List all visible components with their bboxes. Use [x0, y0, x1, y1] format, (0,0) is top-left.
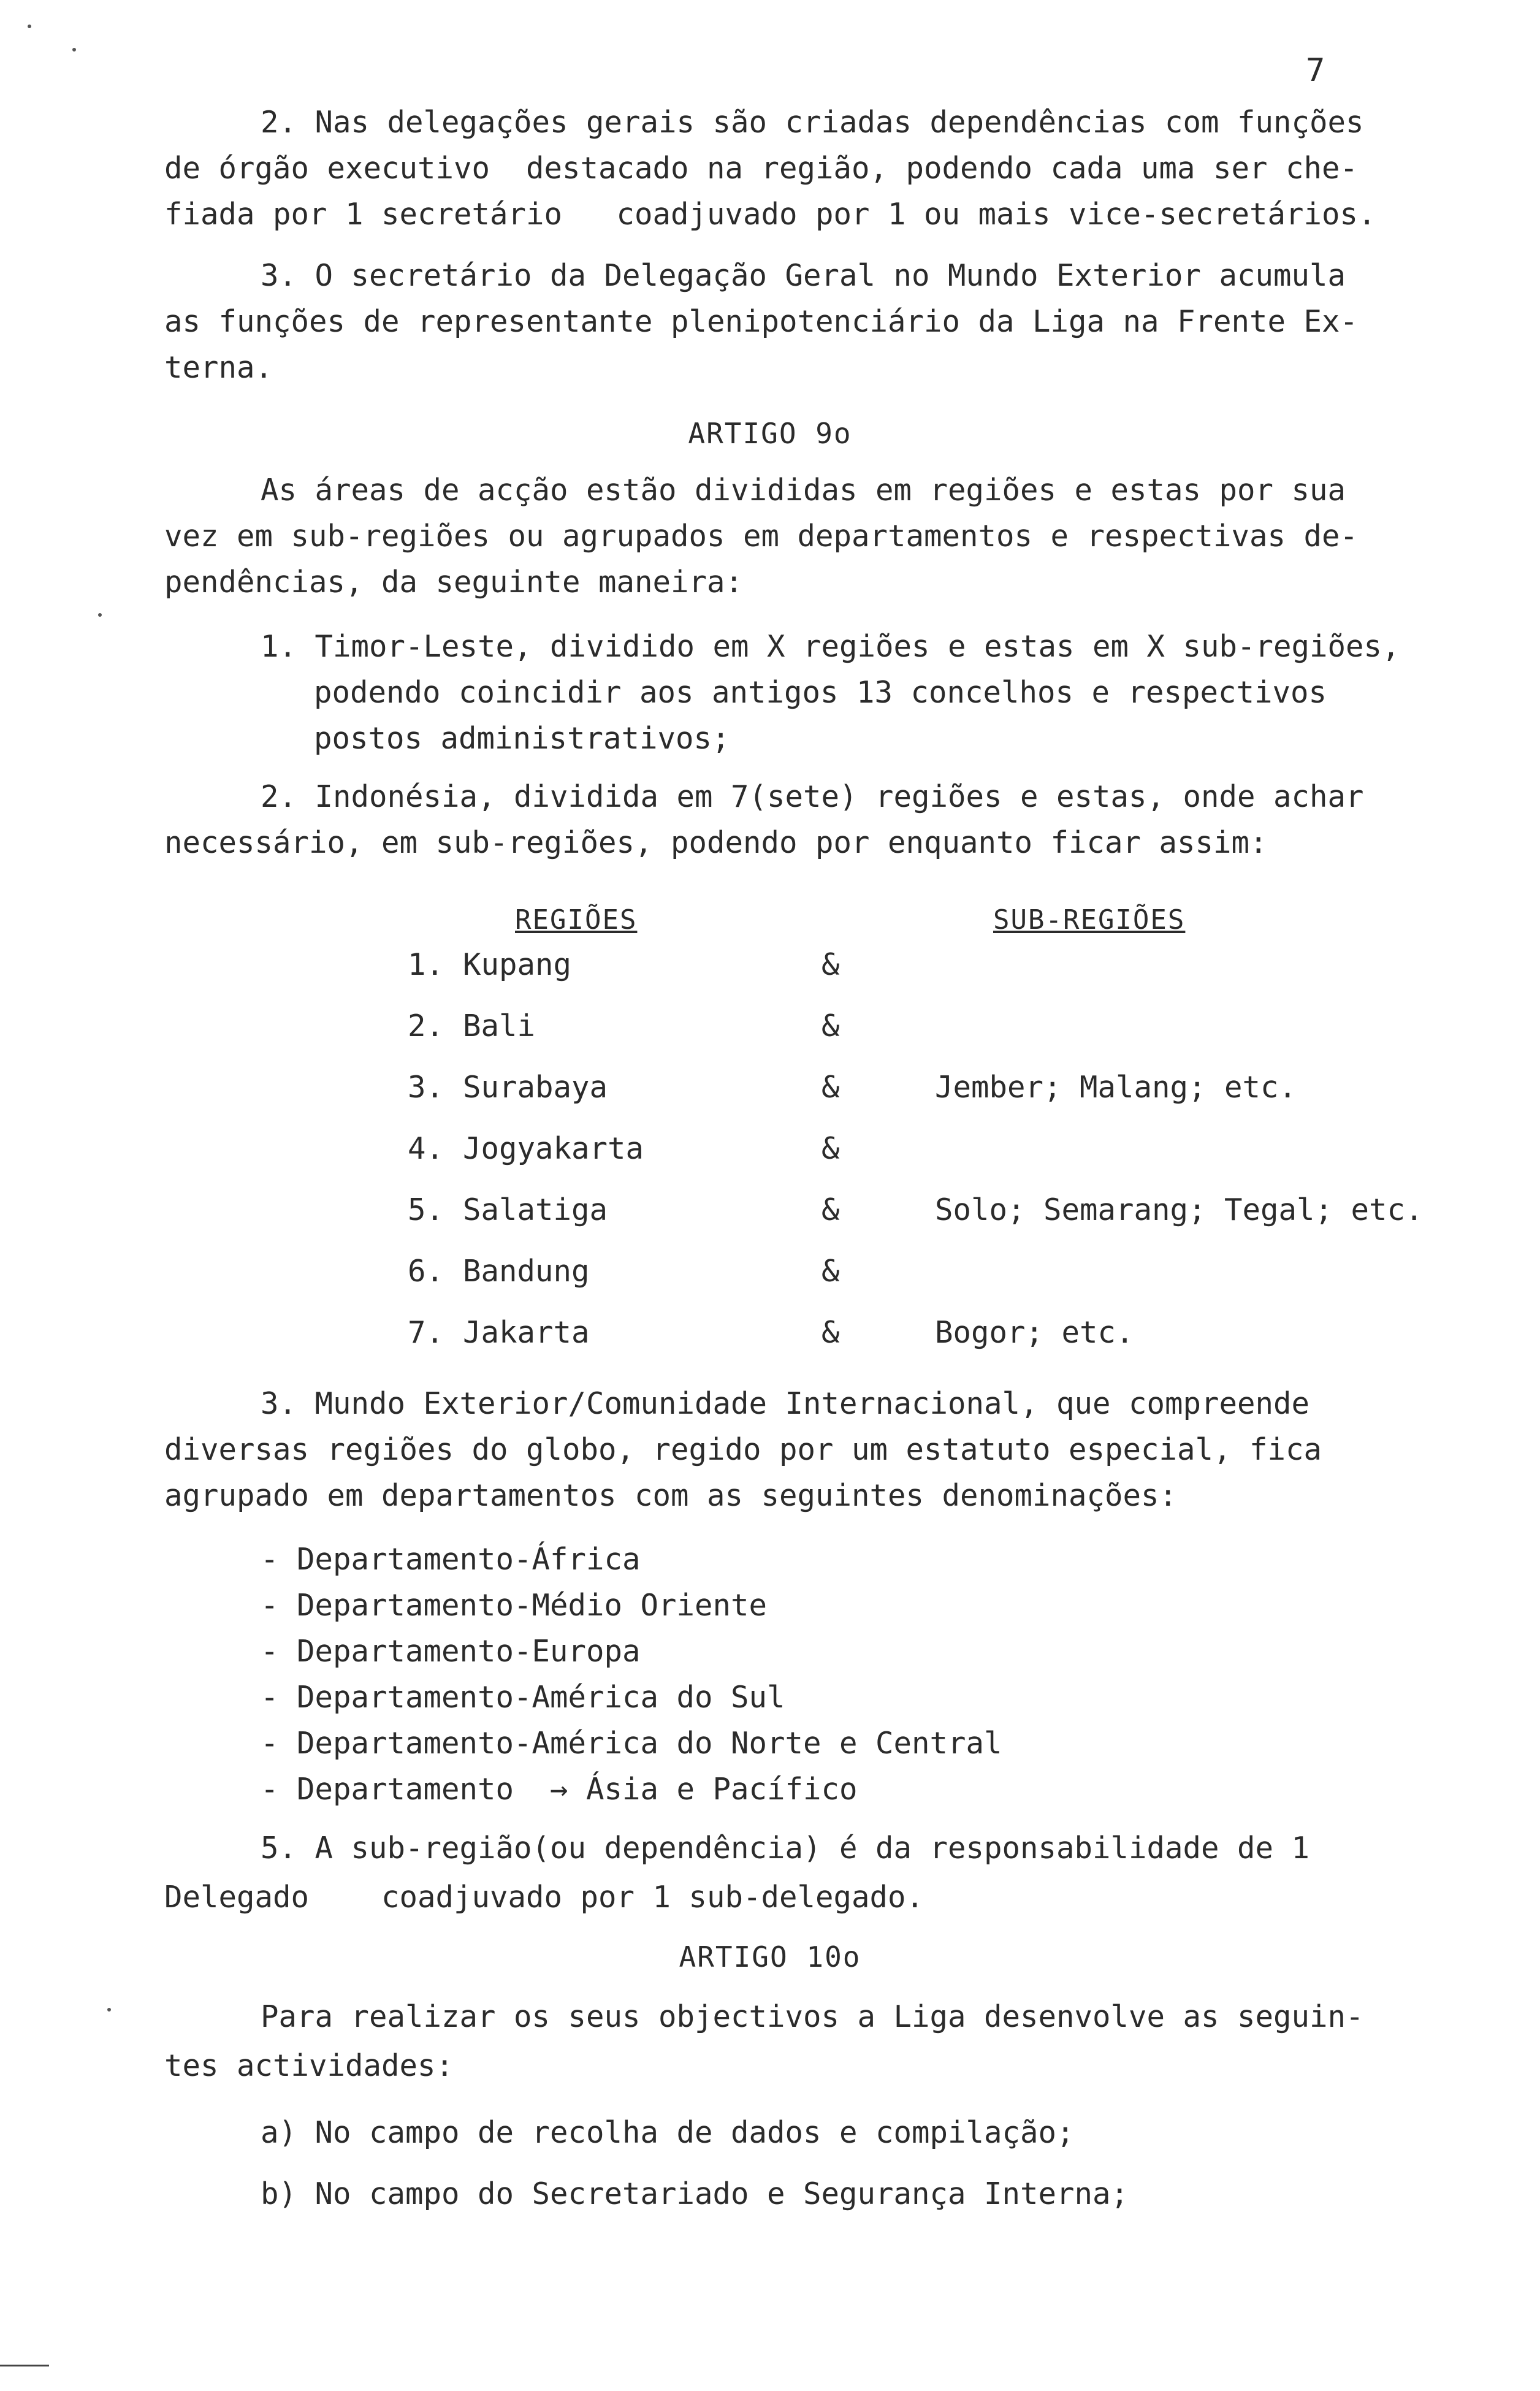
- row-number: 2.: [408, 1009, 444, 1043]
- table-row: [0, 1070, 1540, 1107]
- column-header-sub-regioes: SUB-REGIÕES: [993, 904, 1186, 936]
- sub-regions: Jember; Malang; etc.: [935, 1070, 1297, 1105]
- list-item: b) No campo do Secretariado e Segurança Interna;: [261, 2176, 1129, 2211]
- row-number: 5.: [408, 1192, 444, 1227]
- scan-speck: [28, 25, 31, 28]
- list-item: - Departamento-América do Norte e Central: [261, 1726, 1002, 1761]
- table-row: [0, 1131, 1540, 1168]
- region-name: Jakarta: [463, 1315, 590, 1350]
- ampersand: &: [821, 1070, 840, 1105]
- text-line: necessário, em sub-regiões, podendo por enquanto ficar assim:: [164, 825, 1268, 860]
- text-line: Delegado coadjuvado por 1 sub-delegado.: [164, 1880, 924, 1915]
- region-name: Surabaya: [463, 1070, 608, 1105]
- text-line: de órgão executivo destacado na região, podendo cada uma ser che-: [164, 151, 1359, 186]
- text-line: 1. Timor-Leste, dividido em X regiões e estas em X sub-regiões,: [261, 629, 1400, 664]
- text-line: As áreas de acção estão divididas em regiões e estas por sua: [261, 473, 1346, 508]
- ampersand: &: [821, 1315, 840, 1350]
- table-row: [0, 1192, 1540, 1229]
- list-item: - Departamento-Europa: [261, 1634, 641, 1669]
- text-line: Para realizar os seus objectivos a Liga desenvolve as seguin-: [261, 1999, 1364, 2034]
- table-row: [0, 947, 1540, 984]
- list-item: - Departamento-América do Sul: [261, 1680, 785, 1715]
- row-number: 3.: [408, 1070, 444, 1105]
- ampersand: &: [821, 1131, 840, 1166]
- list-item: - Departamento-Médio Oriente: [261, 1588, 768, 1623]
- region-name: Bandung: [463, 1254, 590, 1289]
- text-line: 3. Mundo Exterior/Comunidade Internacional, que compreende: [261, 1386, 1310, 1421]
- row-number: 7.: [408, 1315, 444, 1350]
- text-line: 3. O secretário da Delegação Geral no Mundo Exterior acumula: [261, 258, 1346, 293]
- scan-edge-mark: [0, 2365, 49, 2366]
- ampersand: &: [821, 1009, 840, 1043]
- row-number: 1.: [408, 947, 444, 982]
- region-name: Bali: [463, 1009, 536, 1043]
- column-header-regioes: REGIÕES: [515, 904, 638, 936]
- scan-speck: [107, 2008, 111, 2012]
- article-9-heading: ARTIGO 9o: [688, 417, 852, 450]
- ampersand: &: [821, 947, 840, 982]
- page-number: 7: [1306, 52, 1325, 89]
- text-line: as funções de representante plenipotenciário da Liga na Frente Ex-: [164, 304, 1359, 339]
- region-name: Kupang: [463, 947, 572, 982]
- text-line: 2. Indonésia, dividida em 7(sete) regiões e estas, onde achar: [261, 779, 1364, 814]
- region-name: Jogyakarta: [463, 1131, 644, 1166]
- table-row: [0, 1009, 1540, 1045]
- region-name: Salatiga: [463, 1192, 608, 1227]
- text-line: agrupado em departamentos com as seguintes denominações:: [164, 1478, 1178, 1513]
- table-row: [0, 1315, 1540, 1352]
- list-item: - Departamento → Ásia e Pacífico: [261, 1772, 858, 1807]
- ampersand: &: [821, 1254, 840, 1289]
- list-item: - Departamento-África: [261, 1542, 641, 1577]
- text-line: vez em sub-regiões ou agrupados em departamentos e respectivas de-: [164, 519, 1359, 554]
- text-line: tes actividades:: [164, 2048, 454, 2083]
- list-item: a) No campo de recolha de dados e compilação;: [261, 2115, 1075, 2150]
- sub-regions: Bogor; etc.: [935, 1315, 1134, 1350]
- article-10-heading: ARTIGO 10o: [679, 1940, 861, 1973]
- text-line: terna.: [164, 350, 273, 385]
- text-line: 5. A sub-região(ou dependência) é da responsabilidade de 1: [261, 1831, 1310, 1866]
- text-line: podendo coincidir aos antigos 13 concelhos e respectivos: [314, 675, 1327, 710]
- scan-speck: [98, 613, 102, 617]
- table-row: [0, 1254, 1540, 1291]
- row-number: 6.: [408, 1254, 444, 1289]
- ampersand: &: [821, 1192, 840, 1227]
- text-line: pendências, da seguinte maneira:: [164, 565, 744, 600]
- text-line: diversas regiões do globo, regido por um estatuto especial, fica: [164, 1432, 1322, 1467]
- text-line: postos administrativos;: [314, 721, 730, 756]
- text-line: fiada por 1 secretário coadjuvado por 1 ou mais vice-secretários.: [164, 197, 1376, 232]
- sub-regions: Solo; Semarang; Tegal; etc.: [935, 1192, 1424, 1227]
- row-number: 4.: [408, 1131, 444, 1166]
- text-line: 2. Nas delegações gerais são criadas dependências com funções: [261, 105, 1364, 140]
- scan-speck: [72, 48, 76, 51]
